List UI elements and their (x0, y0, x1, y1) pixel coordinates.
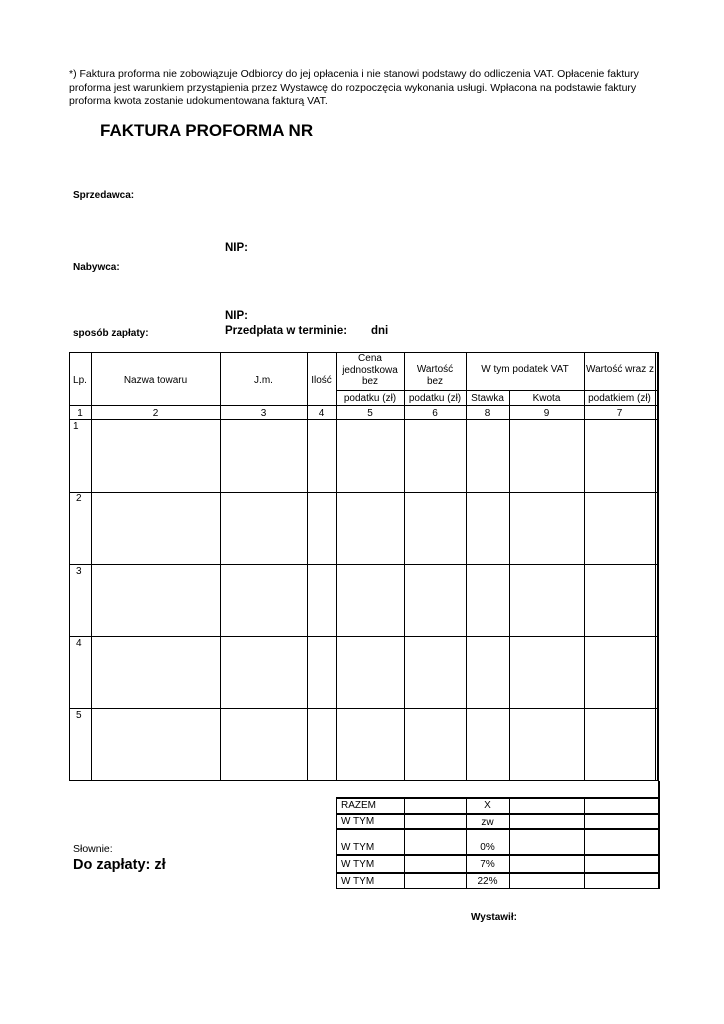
summary-label: W TYM (341, 859, 375, 870)
header-qty: Ilość (311, 375, 332, 386)
header-name: Nazwa towaru (123, 375, 188, 386)
prepayment-label: Przedpłata w terminie: (225, 325, 348, 337)
summary-label: RAZEM (341, 800, 376, 811)
issued-by-label: Wystawił: (471, 912, 517, 923)
header-net-value-sub: podatku (zł) (408, 393, 462, 404)
summary-rate: 0% (480, 842, 495, 853)
col-number: 1 (77, 408, 83, 419)
col-number: 9 (543, 408, 550, 419)
buyer-nip-label: NIP: (225, 310, 248, 322)
summary-label: W TYM (341, 842, 375, 853)
col-number: 4 (318, 408, 325, 419)
summary-rate: zw (481, 817, 494, 828)
summary-rate: 7% (480, 859, 495, 870)
col-number: 8 (484, 408, 491, 419)
payment-method-label: sposób zapłaty: (73, 328, 149, 339)
col-number: 5 (367, 408, 373, 419)
summary-rate: X (484, 800, 491, 811)
table-row-number: 2 (76, 493, 82, 504)
buyer-label: Nabywca: (73, 262, 120, 273)
col-number: 3 (260, 408, 267, 419)
header-unit-price: Cena jednostkowa bez (342, 353, 398, 387)
table-row-number: 4 (76, 638, 82, 649)
col-number: 6 (432, 408, 438, 419)
header-vat-rate: Stawka (471, 393, 504, 404)
header-unit: J.m. (254, 375, 273, 386)
seller-nip-label: NIP: (225, 242, 248, 254)
days-label: dni (371, 325, 389, 337)
header-lp: Lp. (73, 375, 87, 386)
seller-label: Sprzedawca: (73, 190, 135, 201)
invoice-title: FAKTURA PROFORMA NR (100, 121, 314, 140)
table-row-number: 1 (73, 421, 79, 432)
summary-rate: 22% (477, 876, 498, 887)
header-net-value: Wartość bez (416, 364, 454, 387)
table-row-number: 5 (76, 710, 82, 721)
col-number: 2 (152, 408, 159, 419)
proforma-note: *) Faktura proforma nie zobowiązuje Odbiorcy do jej opłacenia i nie stanowi podstawy do odliczenia VAT. Opłacenie faktury proforma jest warunkiem przystąpienia przez Wystawcę do rozpoczęcia wykonania usługi. Wpłacona na podstawie faktury proforma kwota zostanie udokumentowana fakturą VAT. (69, 68, 639, 107)
table-row-number: 3 (76, 566, 82, 577)
in-words-label: Słownie: (73, 843, 113, 855)
header-vat-group: W tym podatek VAT (481, 364, 569, 375)
header-gross-value-sub: podatkiem (zł) (588, 393, 651, 404)
summary-label: W TYM (341, 816, 375, 827)
header-unit-price-sub: podatku (zł) (343, 393, 397, 404)
to-pay-label: Do zapłaty: zł (73, 857, 166, 873)
header-vat-amount: Kwota (532, 393, 561, 404)
header-gross-value: Wartość wraz z (586, 364, 654, 375)
col-number: 7 (616, 408, 623, 419)
summary-label: W TYM (341, 876, 375, 887)
